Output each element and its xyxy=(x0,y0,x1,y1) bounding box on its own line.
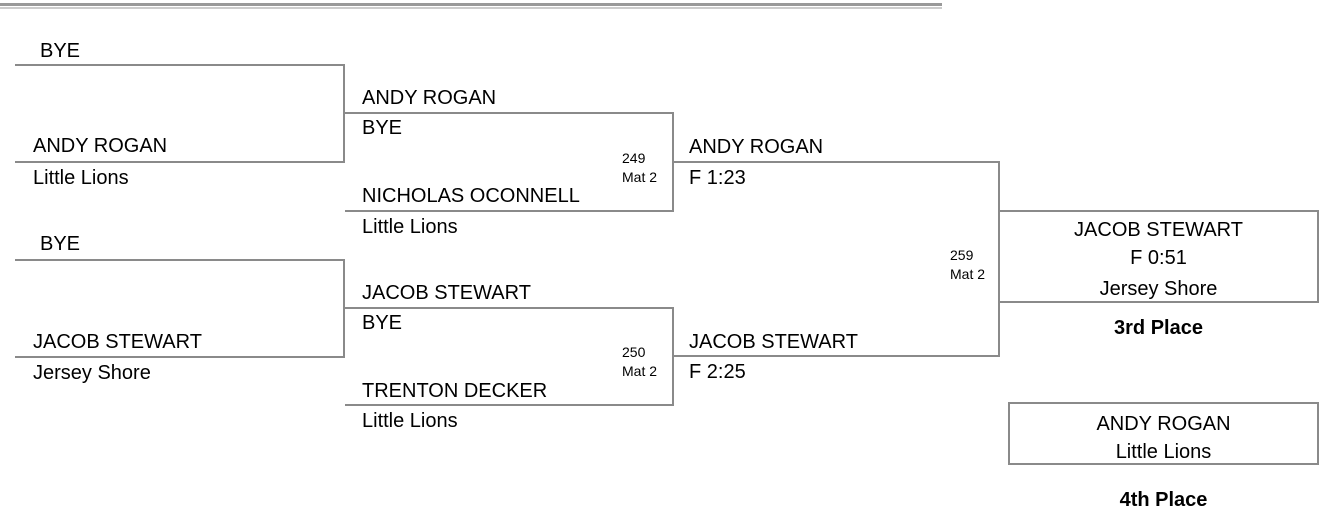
r2-249-bottom-team: Little Lions xyxy=(362,216,458,238)
r2-249-mat: Mat 2 xyxy=(622,169,658,185)
r3-bottom-line xyxy=(674,355,1000,357)
r3-top-name: ANDY ROGAN xyxy=(689,136,824,158)
r2-250-bottom-team: Little Lions xyxy=(362,410,458,432)
third-place-label: 3rd Place xyxy=(1114,317,1203,339)
r1-m1-top-line xyxy=(15,64,345,66)
r3-mat: Mat 2 xyxy=(950,266,986,282)
r2-249-bout-number: 249 xyxy=(622,150,646,166)
r2-250-bottom-line xyxy=(345,404,674,406)
r2-250-bout-number: 250 xyxy=(622,344,646,360)
header-rule-shadow xyxy=(0,7,942,9)
third-place-box xyxy=(998,210,1319,303)
r2-250-top-line xyxy=(345,307,674,309)
r2-249-top-result: BYE xyxy=(362,117,403,139)
r1-m1-bottom-team: Little Lions xyxy=(33,167,129,189)
r1-m2-bottom-team: Jersey Shore xyxy=(33,362,151,384)
fourth-place-label: 4th Place xyxy=(1119,489,1208,511)
r1-m1-top-name: BYE xyxy=(40,40,81,62)
fourth-place-team: Little Lions xyxy=(1115,441,1212,463)
third-place-team: Jersey Shore xyxy=(1099,278,1218,300)
r3-bottom-result: F 2:25 xyxy=(689,361,746,383)
r2-249-top-line xyxy=(345,112,674,114)
r2-250-top-name: JACOB STEWART xyxy=(362,282,531,304)
r3-top-result: F 1:23 xyxy=(689,167,746,189)
r2-250-mat: Mat 2 xyxy=(622,363,658,379)
fourth-place-box xyxy=(1008,402,1319,465)
r2-249-bottom-name: NICHOLAS OCONNELL xyxy=(362,185,580,207)
r3-bout-number: 259 xyxy=(950,247,974,263)
r1-m1-bottom-line xyxy=(15,161,345,163)
r1-m2-bottom-name: JACOB STEWART xyxy=(33,331,202,353)
r1-m2-top-line xyxy=(15,259,345,261)
fourth-place-name: ANDY ROGAN xyxy=(1096,413,1231,435)
r2-249-bottom-line xyxy=(345,210,674,212)
r1-m1-bottom-name: ANDY ROGAN xyxy=(33,135,168,157)
header-rule xyxy=(0,3,942,6)
third-place-name: JACOB STEWART xyxy=(1074,219,1243,241)
r3-top-line xyxy=(674,161,1000,163)
r2-249-top-name: ANDY ROGAN xyxy=(362,87,497,109)
r3-bottom-name: JACOB STEWART xyxy=(689,331,858,353)
r1-m2-bottom-line xyxy=(15,356,345,358)
third-place-result: F 0:51 xyxy=(1130,247,1187,269)
r2-250-top-result: BYE xyxy=(362,312,403,334)
r2-250-bottom-name: TRENTON DECKER xyxy=(362,380,548,402)
r1-m2-top-name: BYE xyxy=(40,233,81,255)
